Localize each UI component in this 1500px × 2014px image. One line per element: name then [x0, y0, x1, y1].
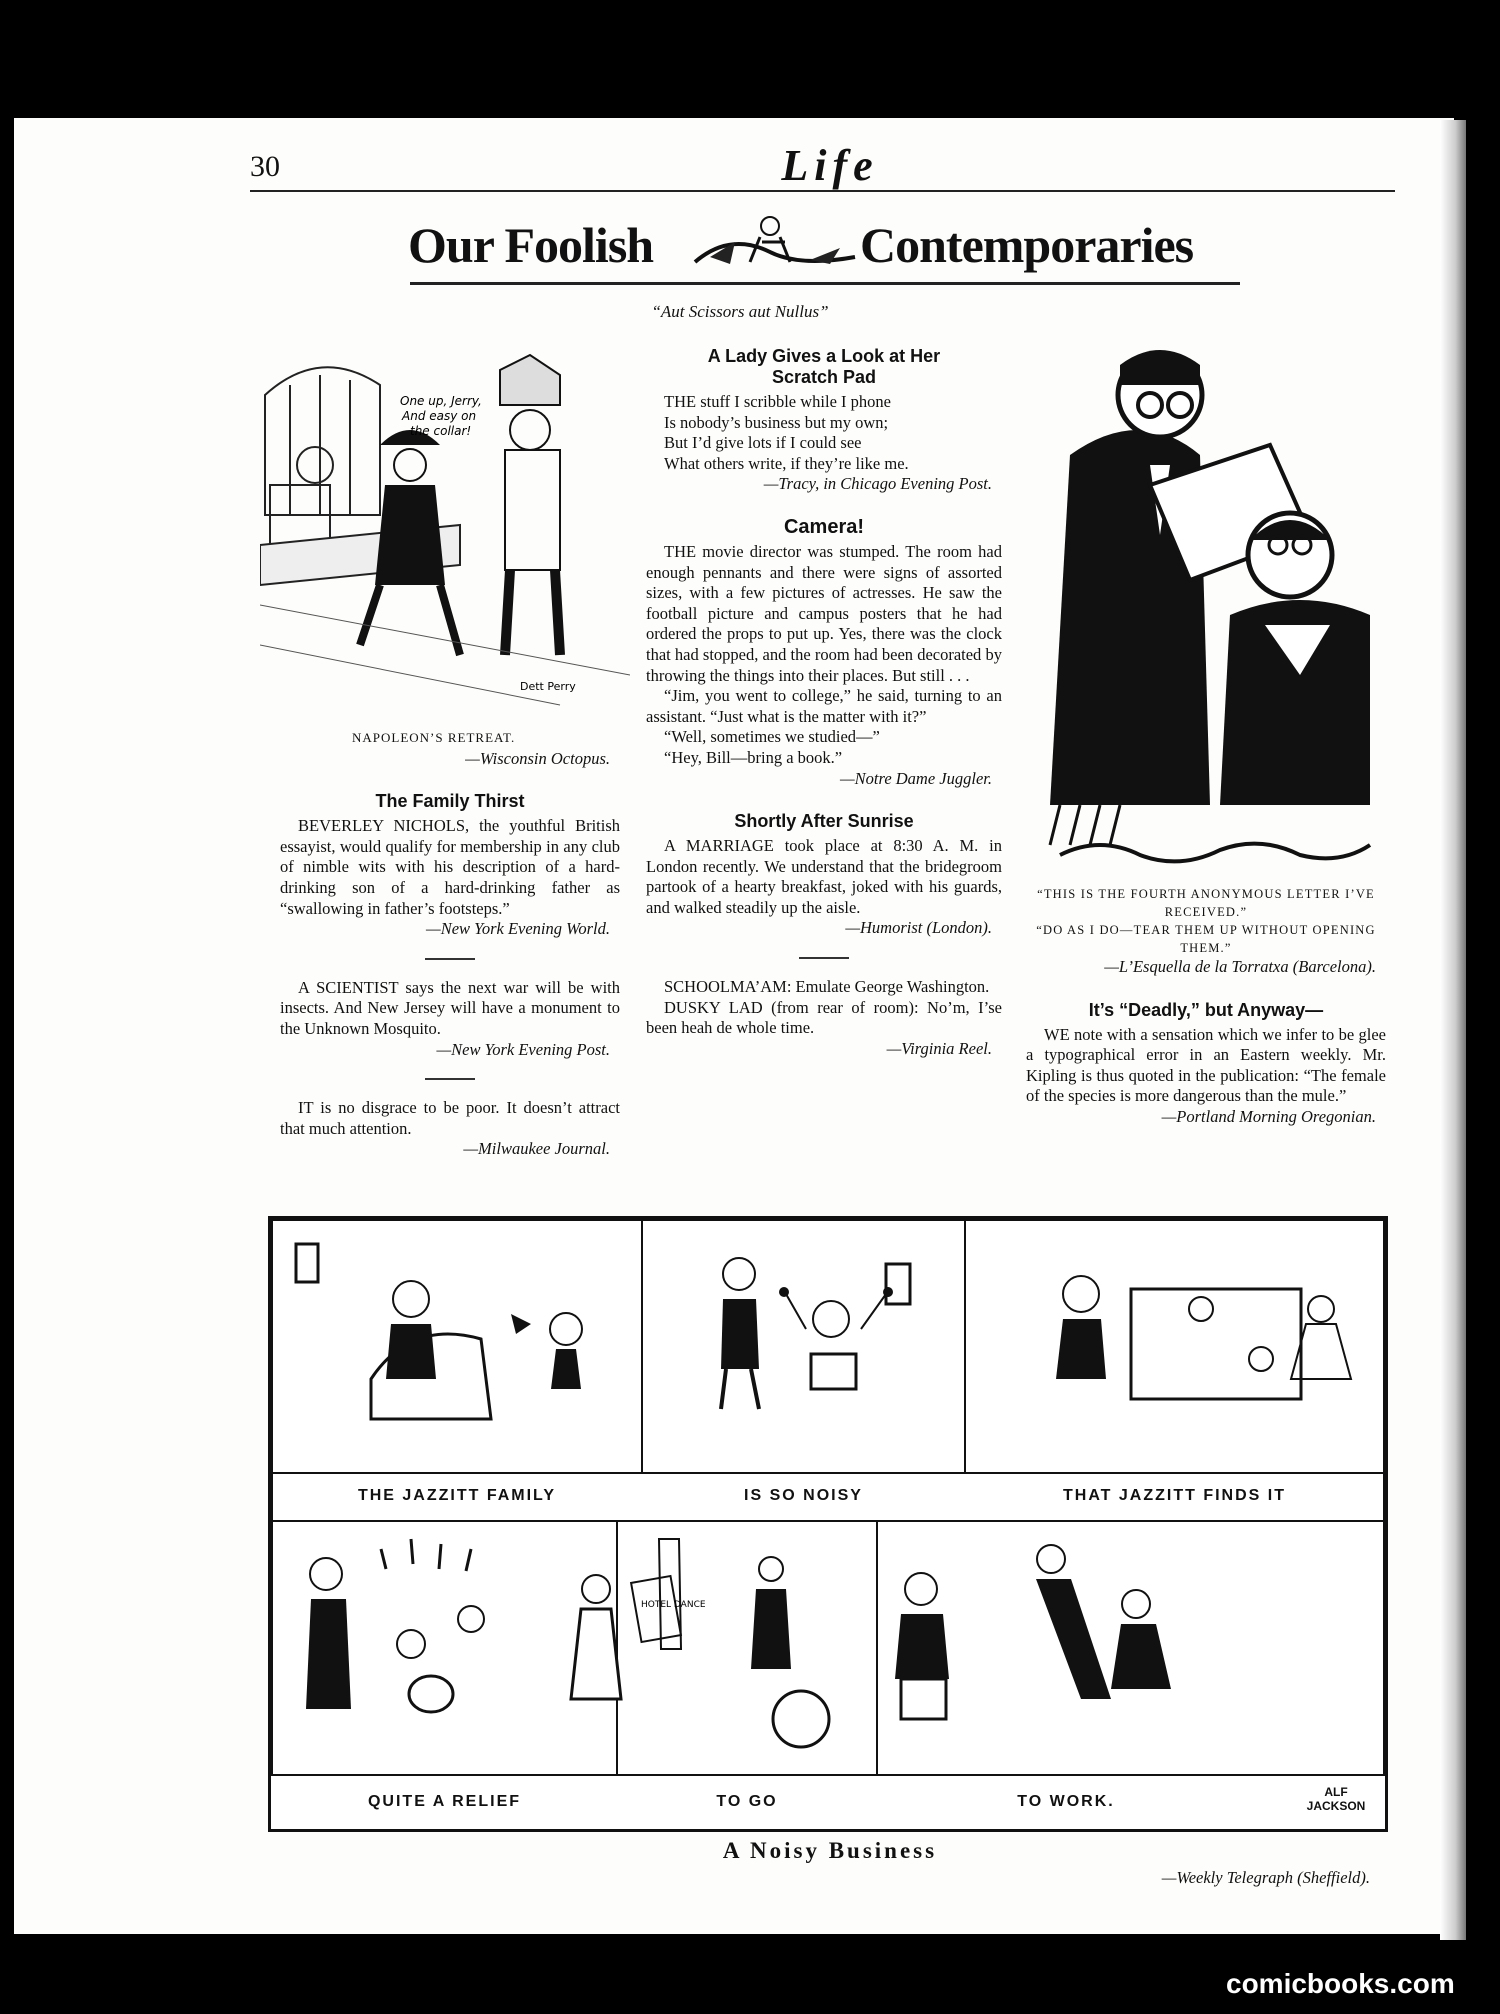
poem-line: THE stuff I scribble while I phone — [664, 392, 891, 411]
camera-heading: Camera! — [783, 515, 865, 538]
comic-row-1-art — [281, 1229, 1371, 1469]
artist-signature — [1060, 844, 1370, 862]
family-thirst-heading: The Family Thirst — [375, 791, 525, 812]
sunrise-source: —Humorist (London). — [845, 918, 992, 938]
title-rule — [410, 282, 1240, 285]
lady-source: —Tracy, in Chicago Evening Post. — [763, 474, 992, 494]
poor-text: IT is no disgrace to be poor. It doesn’t attract that much attention. — [280, 1098, 620, 1138]
camera-paragraph: “Jim, you went to college,” he said, turning to an assistant. “Just what is the matter with it?” — [646, 686, 1002, 726]
svg-text:Dett Perry: Dett Perry — [520, 680, 576, 693]
comic-title: A Noisy Business — [722, 1838, 938, 1863]
comic-label-6: TO WORK. — [1017, 1793, 1115, 1810]
anonymous-letter-cartoon — [1040, 345, 1390, 865]
svg-text:the collar!: the collar! — [410, 424, 472, 438]
column-2 — [646, 346, 1002, 1059]
column-1 — [280, 728, 620, 1160]
separator — [799, 957, 849, 959]
deadly-text: WE note with a sensation which we infer to be glee a typographical error in an Eastern weekly. Mr. Kipling is thus quoted in the publication: “The female of the species is more dangerous than the mule.” — [1026, 1024, 1386, 1106]
cartoon-caption-2: “DO AS I DO—TEAR THEM UP WITHOUT OPENING THEM.” — [1036, 923, 1376, 955]
comic-label-2: IS SO NOISY — [744, 1487, 863, 1504]
column-3 — [1026, 885, 1386, 1128]
napoleon-source: —Wisconsin Octopus. — [465, 748, 610, 768]
comic-label-1: THE JAZZITT FAMILY — [357, 1487, 557, 1504]
separator — [425, 1078, 475, 1080]
comic-label-4: QUITE A RELIEF — [367, 1793, 522, 1810]
comic-source: —Weekly Telegraph (Sheffield). — [1161, 1868, 1370, 1887]
lady-poem — [646, 392, 1002, 474]
watermark: comicbooks.com — [1226, 1968, 1455, 1999]
motto: “Aut Scissors aut Nullus” — [651, 302, 829, 321]
dusky-lad-line: DUSKY LAD (from rear of room): No’m, I’se been heah de whole time. — [646, 997, 1002, 1038]
comic-label-5: TO GO — [716, 1793, 778, 1810]
masthead: Life — [781, 141, 879, 190]
family-thirst-source: —New York Evening World. — [426, 919, 610, 939]
title-right: Contemporaries — [860, 217, 1194, 273]
sunrise-heading: Shortly After Sunrise — [734, 811, 914, 832]
hotel-dance-sign: HOTEL DANCE — [641, 1600, 706, 1610]
cartoon-caption-source: —L’Esquella de la Torratxa (Barcelona). — [1104, 957, 1376, 976]
feature-title — [400, 212, 1260, 276]
schoolmaam-line: SCHOOLMA’AM: Emulate George Washington. — [664, 977, 990, 997]
family-thirst-text: BEVERLEY NICHOLS, the youthful British essayist, would qualify for membership in any club of nimble wits with his description of a hard-drinking son of a hard-drinking father as “swallowing in father’s footsteps.” — [280, 816, 620, 918]
deadly-heading: It’s “Deadly,” but Anyway— — [1088, 999, 1324, 1020]
title-left: Our Foolish — [408, 217, 654, 273]
sunrise-text: A MARRIAGE took place at 8:30 A. M. in London recently. We understand that the bridegroom partook of a hearty breakfast, joked with his guards, and walked steadily up the aisle. — [646, 836, 1002, 917]
title-vignette-illustration — [690, 212, 860, 272]
comic-artist-signature: ALF JACKSON — [1306, 1785, 1366, 1813]
camera-paragraph: THE movie director was stumped. The room had enough pennants and there were signs of assorted sizes, with a few pictures of actresses. He saw the football picture and campus posters that he had ordered the props to put up. Yes, there was the clock that had stopped, and the room had been decorated by throwing the things into their places. But still . . . — [646, 541, 1002, 685]
page-number: 30 — [250, 150, 280, 183]
comic-row-2-art — [281, 1529, 1371, 1769]
poem-line: What others write, if they’re like me. — [664, 453, 909, 473]
poem-line: Is nobody’s business but my own; — [664, 412, 889, 432]
scientist-text: A SCIENTIST says the next war will be with insects. And New Jersey will have a monument to the Unknown Mosquito. — [280, 977, 620, 1038]
camera-paragraph: “Hey, Bill—bring a book.” — [664, 747, 843, 767]
poem-line: But I’d give lots if I could see — [664, 433, 862, 453]
svg-text:And easy on: And easy on — [402, 409, 477, 423]
scientist-source: —New York Evening Post. — [436, 1039, 610, 1059]
school-source: —Virginia Reel. — [886, 1038, 992, 1058]
napoleon-cartoon — [260, 345, 630, 715]
book-binding — [1440, 120, 1466, 1940]
lady-heading: A Lady Gives a Look at Her Scratch Pad — [707, 346, 941, 387]
comic-strip — [268, 1216, 1388, 1832]
napoleon-caption: NAPOLEON’S RETREAT. — [352, 730, 516, 745]
camera-paragraph: “Well, sometimes we studied—” — [664, 727, 880, 747]
separator — [425, 958, 475, 960]
poor-source: —Milwaukee Journal. — [463, 1139, 610, 1159]
cartoon-caption-1: “THIS IS THE FOURTH ANONYMOUS LETTER I’VE RECEIVED.” — [1037, 887, 1375, 919]
deadly-source: —Portland Morning Oregonian. — [1161, 1106, 1376, 1126]
cartoon-speech: One up, Jerry, — [400, 394, 482, 408]
camera-source: —Notre Dame Juggler. — [840, 768, 992, 788]
header-rule — [250, 190, 1395, 192]
comic-label-3: THAT JAZZITT FINDS IT — [1062, 1487, 1286, 1504]
